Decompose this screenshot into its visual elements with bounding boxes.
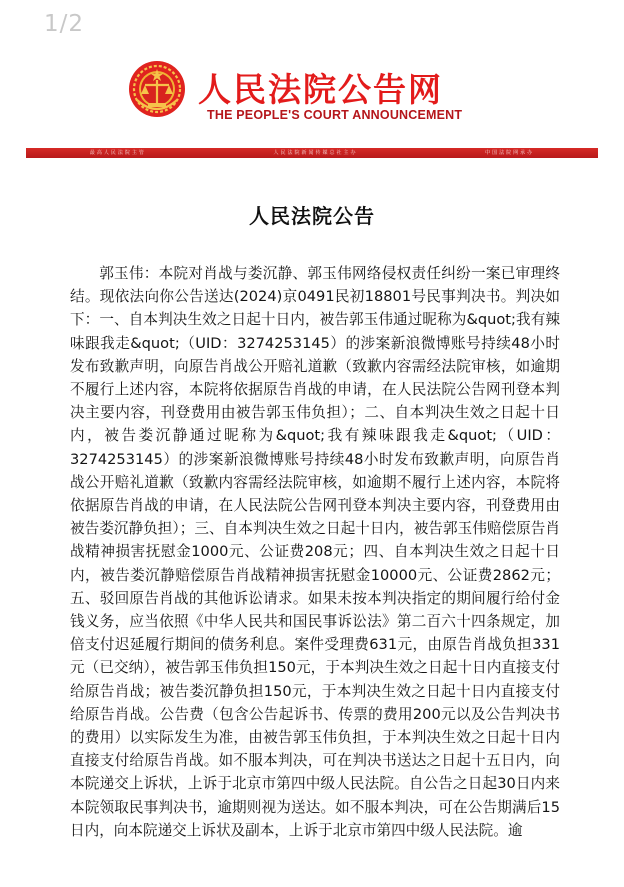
notice-body: 郭玉伟：本院对肖战与娄沉静、郭玉伟网络侵权责任纠纷一案已审理终结。现依法向你公告送达(2024)京0491民初18801号民事判决书。判决如下：一、自本判决生效之日起十日内，被告郭玉伟通过昵称为&quot;我有辣味跟我走&quot;（UID：3274253145）的涉案新浪微博账号持续48小时发布致歉声明，向原告肖战公开赔礼道歉（致歉内容需经法院审核，如逾期不履行上述内容，本院将依据原告肖战的申请，在人民法院公告网刊登本判决主要内容，刊登费用由被告郭玉伟负担）；二、自本判决生效之日起十日内，被告娄沉静通过昵称为&quot;我有辣味跟我走&quot;（UID：3274253145）的涉案新浪微博账号持续48小时发布致歉声明，向原告肖战公开赔礼道歉（致歉内容需经法院审核，如逾期不履行上述内容，本院将依据原告肖战的申请，在人民法院公告网刊登本判决主要内容，刊登费用由被告娄沉静负担）；三、自本判决生效之日起十日内，被告郭玉伟赔偿原告肖战精神损害抚慰金1000元、公证费208元；四、自本判决生效之日起十日内，被告娄沉静赔偿原告肖战精神损害抚慰金10000元、公证费2862元；五、驳回原告肖战的其他诉讼请求。如果未按本判决指定的期间履行给付金钱义务，应当依照《中华人民共和国民事诉讼法》第二百六十四条规定，加倍支付迟延履行期间的债务利息。案件受理费631元，由原告肖战负担331元（已交纳），被告郭玉伟负担150元，于本判决生效之日起十日内直接支付给原告肖战；被告娄沉静负担150元，于本判决生效之日起十日内直接支付给原告肖战。公告费（包含公告起诉书、传票的费用200元以及公告判决书的费用）以实际发生为准，由被告郭玉伟负担，于本判决生效之日起十日内直接支付给原告肖战。如不服本判决，可在判决书送达之日起十五日内，向本院递交上诉状，上诉于北京市第四中级人民法院。自公告之日起30日内来本院领取民事判决书，逾期则视为送达。如不服本判决，可在公告期满后15日内，向本院递交上诉状及副本，上诉于北京市第四中级人民法院。逾 bbox=[70, 265, 560, 839]
banner-item: 中国法院网承办 bbox=[485, 150, 535, 156]
notice-title: 人民法院公告 bbox=[249, 204, 375, 228]
masthead bbox=[0, 0, 624, 160]
masthead-banner bbox=[26, 148, 598, 158]
site-name-english: THE PEOPLE'S COURT ANNOUNCEMENT bbox=[207, 108, 463, 122]
banner-item: 人民法院新闻传媒总社主办 bbox=[273, 150, 358, 156]
banner-item: 最高人民法院主管 bbox=[89, 150, 146, 156]
site-name: 人民法院公告网 bbox=[198, 70, 443, 109]
page-indicator: 1/2 bbox=[44, 11, 85, 37]
court-emblem-icon bbox=[128, 60, 186, 118]
